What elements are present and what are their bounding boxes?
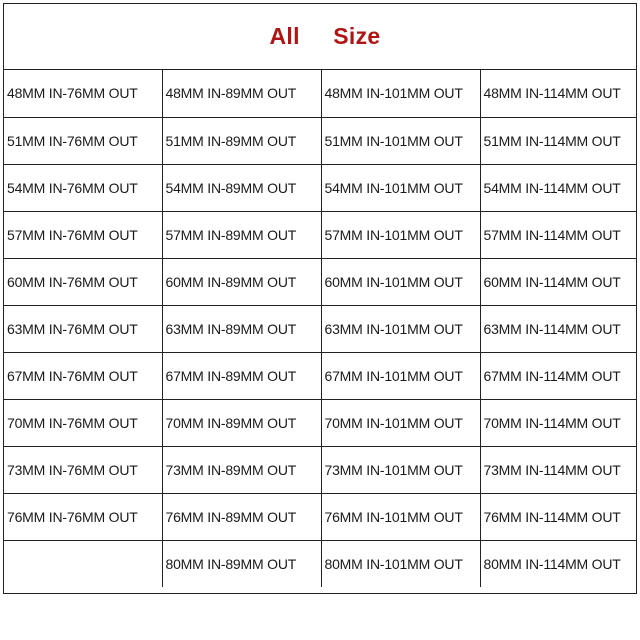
size-cell: 73MM IN-114MM OUT [480, 446, 636, 493]
size-cell: 67MM IN-114MM OUT [480, 352, 636, 399]
size-cell: 70MM IN-89MM OUT [162, 399, 321, 446]
size-cell: 73MM IN-89MM OUT [162, 446, 321, 493]
page-title: All Size [269, 23, 381, 49]
size-chart [3, 3, 637, 594]
size-cell: 80MM IN-114MM OUT [483, 555, 621, 572]
size-cell: 80MM IN-101MM OUT [321, 540, 480, 587]
size-cell: 70MM IN-114MM OUT [480, 399, 636, 446]
size-cell: 48MM IN-101MM OUT [321, 70, 480, 117]
size-cell: 51MM IN-89MM OUT [162, 117, 321, 164]
size-cell: 60MM IN-76MM OUT [4, 258, 162, 305]
size-cell: 80MM IN-89MM OUT [162, 540, 321, 587]
size-cell: 70MM IN-76MM OUT [4, 399, 162, 446]
size-cell: 51MM IN-76MM OUT [4, 117, 162, 164]
size-cell: 67MM IN-101MM OUT [321, 352, 480, 399]
size-cell: 57MM IN-101MM OUT [321, 211, 480, 258]
size-cell: 57MM IN-89MM OUT [162, 211, 321, 258]
size-table-body [4, 70, 636, 587]
table-row [4, 540, 636, 587]
size-cell: 76MM IN-76MM OUT [4, 493, 162, 540]
title-row [4, 4, 636, 70]
table-row [4, 399, 636, 446]
size-cell: 60MM IN-101MM OUT [321, 258, 480, 305]
size-cell: 76MM IN-101MM OUT [321, 493, 480, 540]
size-cell: 63MM IN-114MM OUT [480, 305, 636, 352]
size-cell: 73MM IN-101MM OUT [321, 446, 480, 493]
size-cell: 63MM IN-101MM OUT [321, 305, 480, 352]
table-row [4, 493, 636, 540]
size-cell: 54MM IN-89MM OUT [162, 164, 321, 211]
size-cell: 48MM IN-76MM OUT [4, 70, 162, 117]
size-cell: 70MM IN-101MM OUT [321, 399, 480, 446]
size-cell: 67MM IN-89MM OUT [162, 352, 321, 399]
table-row [4, 258, 636, 305]
size-cell: 60MM IN-89MM OUT [162, 258, 321, 305]
size-cell: 51MM IN-101MM OUT [321, 117, 480, 164]
size-cell [4, 540, 162, 587]
table-row [4, 117, 636, 164]
size-cell: 73MM IN-76MM OUT [4, 446, 162, 493]
size-table [4, 70, 636, 587]
size-cell: 67MM IN-76MM OUT [4, 352, 162, 399]
size-cell: 57MM IN-114MM OUT [480, 211, 636, 258]
size-cell: 63MM IN-76MM OUT [4, 305, 162, 352]
table-row [4, 305, 636, 352]
size-cell: 54MM IN-114MM OUT [480, 164, 636, 211]
size-cell: 48MM IN-114MM OUT [480, 70, 636, 117]
size-cell: 57MM IN-76MM OUT [4, 211, 162, 258]
table-row [4, 211, 636, 258]
size-cell: 54MM IN-101MM OUT [321, 164, 480, 211]
size-cell: 54MM IN-76MM OUT [4, 164, 162, 211]
table-row [4, 352, 636, 399]
size-cell: 76MM IN-114MM OUT [480, 493, 636, 540]
size-cell: 60MM IN-114MM OUT [480, 258, 636, 305]
table-row [4, 446, 636, 493]
table-row [4, 70, 636, 117]
size-cell: 63MM IN-89MM OUT [162, 305, 321, 352]
size-cell: 51MM IN-114MM OUT [480, 117, 636, 164]
size-cell: 76MM IN-89MM OUT [162, 493, 321, 540]
size-cell: 48MM IN-89MM OUT [162, 70, 321, 117]
table-row [4, 164, 636, 211]
